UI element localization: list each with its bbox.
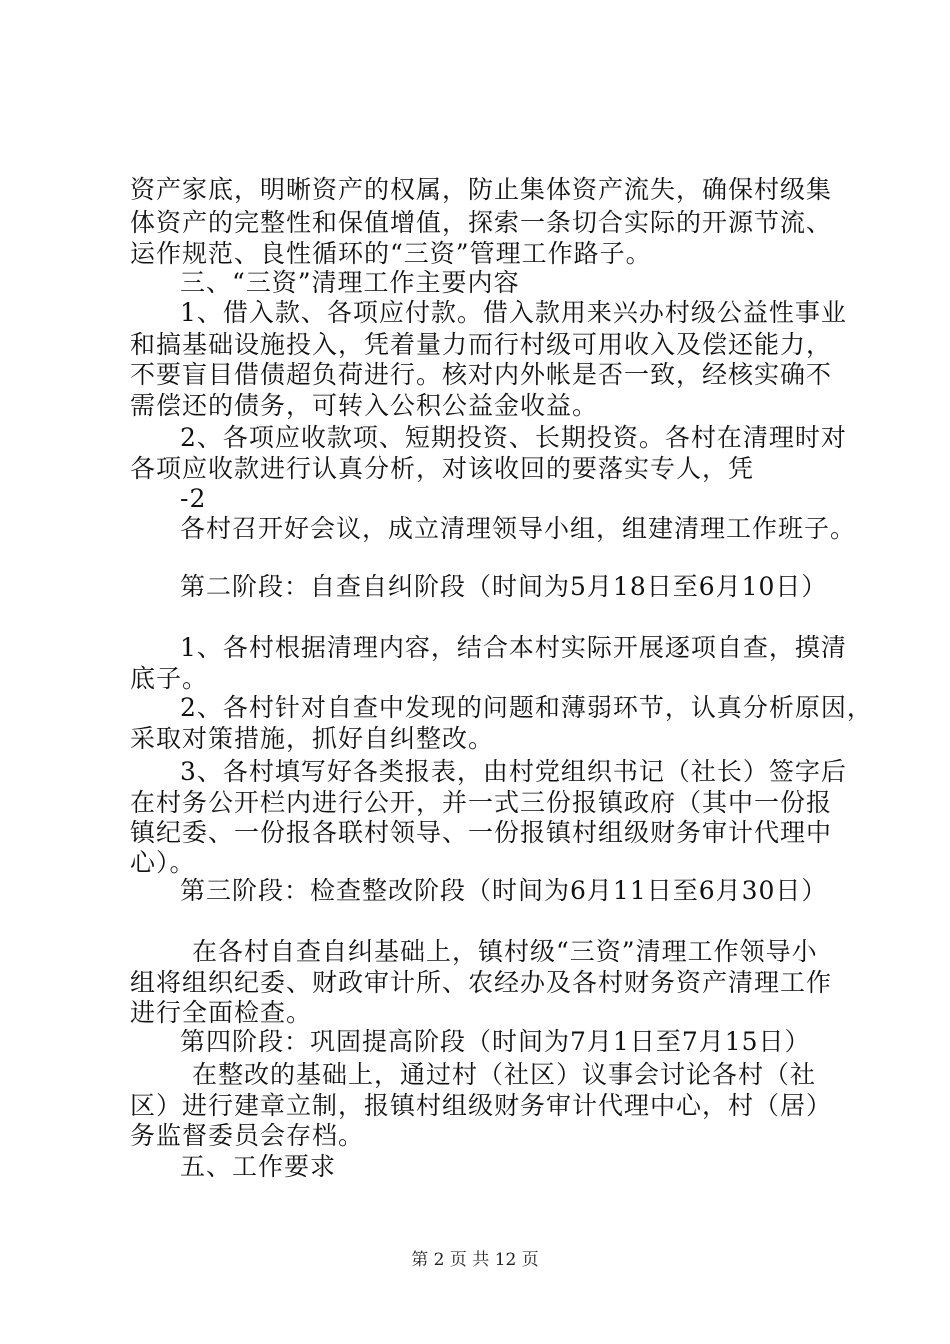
body-line: 务监督委员会存档。 [130, 1121, 365, 1150]
page-marker: -2 [180, 484, 207, 513]
section-heading: 五、工作要求 [180, 1152, 337, 1181]
body-line: 采取对策措施，抓好自纠整改。 [130, 724, 495, 753]
body-line: 在各村自查自纠基础上，镇村级“三资”清理工作领导小 [192, 937, 818, 966]
body-line: 在村务公开栏内进行公开，并一式三份报镇政府（其中一份报 [130, 788, 833, 817]
body-line: 资产家底，明晰资产的权属，防止集体资产流失，确保村级集 [130, 175, 833, 204]
body-line: 2、各项应收款项、短期投资、长期投资。各村在清理时对 [180, 423, 847, 452]
body-line: 心）。 [130, 848, 196, 877]
body-line: 3、各村填写好各类报表，由村党组织书记（社长）签字后 [180, 757, 847, 786]
phase-heading: 第四阶段：巩固提高阶段（时间为7月1日至7月15日） [180, 1027, 811, 1056]
phase-heading: 第二阶段：自查自纠阶段（时间为5月18日至6月10日） [180, 572, 828, 601]
body-line: 1、借入款、各项应付款。借入款用来兴办村级公益性事业 [180, 298, 847, 327]
body-line: 镇纪委、一份报各联村领导、一份报镇村组级财务审计代理中 [130, 818, 833, 847]
body-line: 各项应收款进行认真分析，对该收回的要落实专人，凭 [130, 454, 755, 483]
body-line: 底子。 [130, 664, 209, 693]
body-line: 需偿还的债务，可转入公积公益金收益。 [130, 391, 599, 420]
page-footer: 第 2 页 共 12 页 [411, 1250, 539, 1270]
body-line: 各村召开好会议，成立清理领导小组，组建清理工作班子。 [180, 514, 857, 543]
body-line: 体资产的完整性和保值增值，探索一条切合实际的开源节流、 [130, 208, 833, 237]
body-line: 1、各村根据清理内容，结合本村实际开展逐项自查，摸清 [180, 633, 847, 662]
body-line: 区）进行建章立制，报镇村组级财务审计代理中心，村（居） [130, 1091, 833, 1120]
body-line: 组将组织纪委、财政审计所、农经办及各村财务资产清理工作 [130, 968, 833, 997]
body-line: 和搞基础设施投入，凭着量力而行村级可用收入及偿还能力， [130, 330, 833, 359]
body-line: 2、各村针对自查中发现的问题和薄弱环节，认真分析原因， [180, 693, 873, 722]
body-line: 运作规范、良性循环的“三资”管理工作路子。 [130, 239, 652, 268]
phase-heading: 第三阶段：检查整改阶段（时间为6月11日至6月30日） [180, 876, 828, 905]
body-line: 不要盲目借债超负荷进行。核对内外帐是否一致，经核实确不 [130, 360, 833, 389]
body-line: 在整改的基础上，通过村（社区）议事会讨论各村（社 [192, 1060, 817, 1089]
section-heading: 三、“三资”清理工作主要内容 [180, 268, 520, 297]
body-line: 进行全面检查。 [130, 998, 313, 1027]
